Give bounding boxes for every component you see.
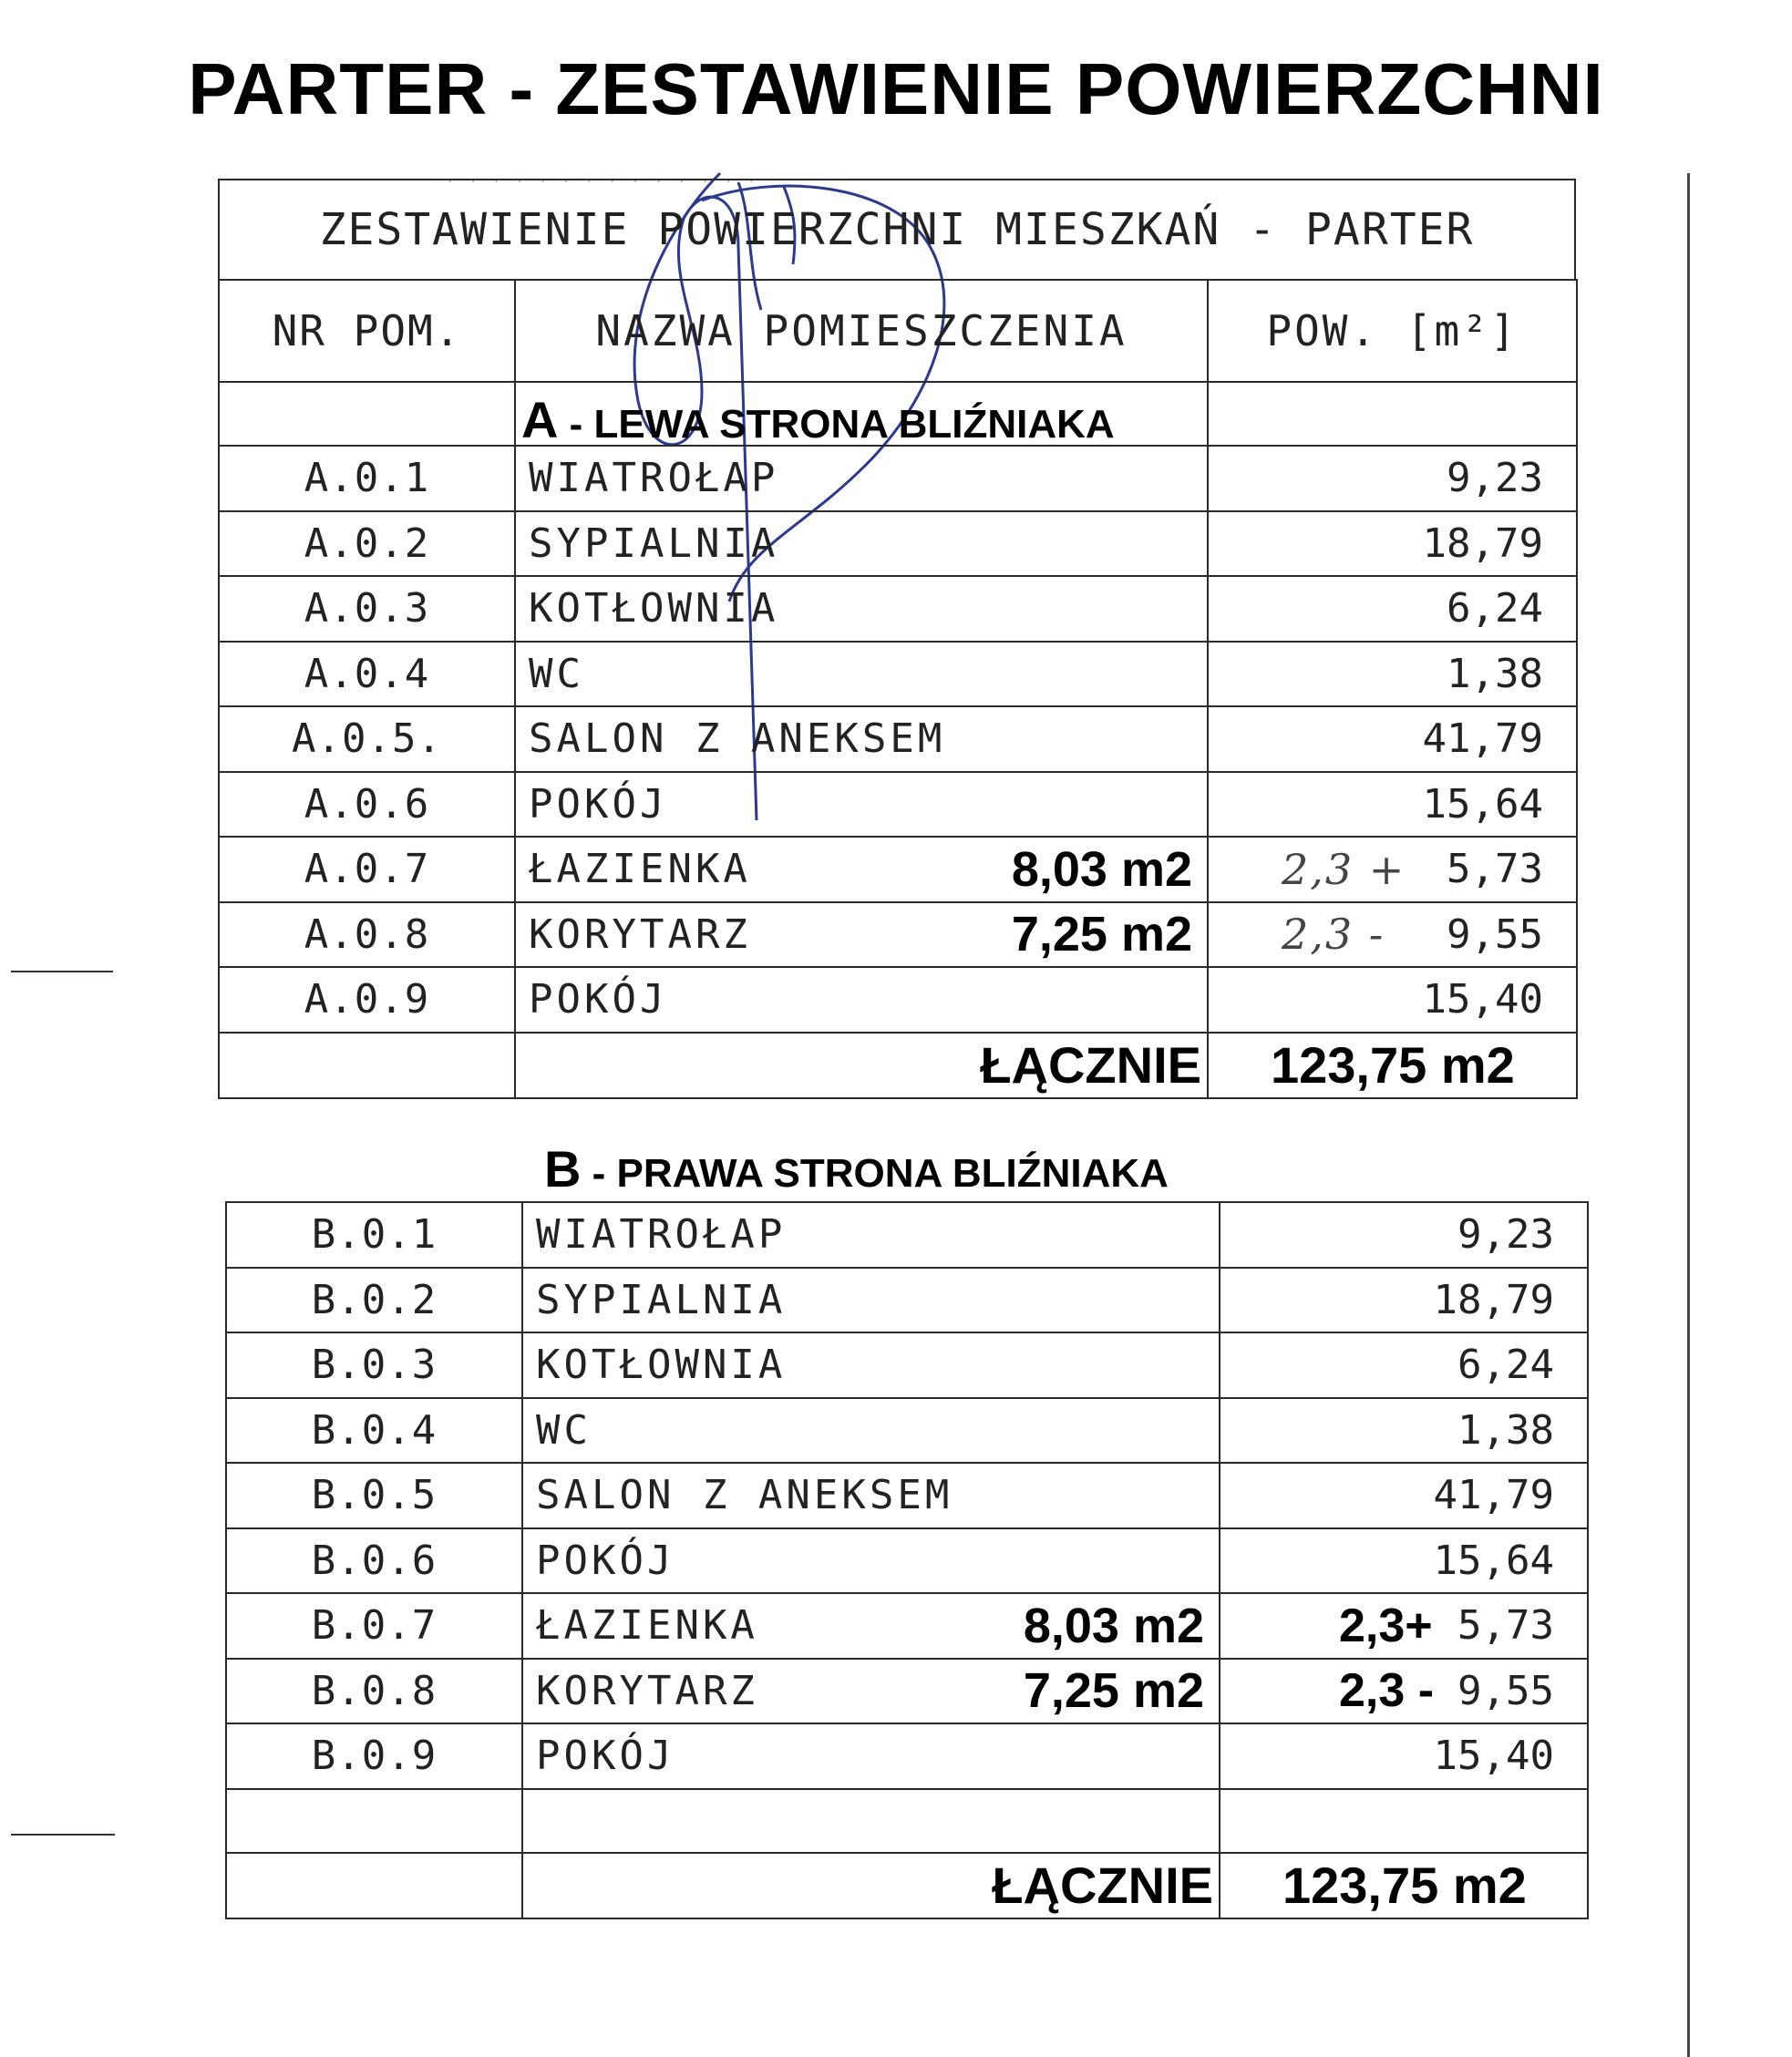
- room-name-text: WIATROŁAP: [529, 455, 779, 502]
- empty-cell: [226, 1853, 522, 1918]
- room-name-text: KORYTARZ: [536, 1667, 758, 1714]
- room-area-value: 15,64: [1433, 1537, 1554, 1584]
- table-row: [219, 511, 1577, 577]
- room-name: [515, 511, 1208, 577]
- margin-mark: [11, 971, 113, 972]
- total-value: 123,75 m2: [1208, 1033, 1577, 1098]
- room-number: A.0.6: [219, 772, 515, 838]
- table-row: [226, 1528, 1588, 1594]
- room-area-value: 18,79: [1422, 519, 1543, 567]
- section-letter: A: [521, 391, 559, 448]
- table-row: [226, 1268, 1588, 1333]
- room-area-value: 15,40: [1422, 976, 1543, 1023]
- room-name: [522, 1398, 1220, 1464]
- room-area-value: 9,23: [1447, 455, 1543, 502]
- room-area: [1220, 1268, 1588, 1333]
- empty-cell: [219, 1033, 515, 1098]
- margin-mark: [11, 1834, 115, 1836]
- table-row: [219, 642, 1577, 707]
- room-number: A.0.4: [219, 642, 515, 707]
- col-header-nr: NR POM.: [219, 280, 515, 382]
- room-name: [515, 837, 1208, 902]
- corrected-area: 8,03 m2: [1011, 841, 1192, 897]
- room-name-text: SYPIALNIA: [536, 1276, 787, 1323]
- room-name-text: SALON Z ANEKSEM: [536, 1472, 953, 1519]
- room-area-value: 6,24: [1457, 1342, 1554, 1389]
- room-area: [1220, 1593, 1588, 1659]
- room-name-text: SALON Z ANEKSEM: [529, 715, 946, 763]
- table-row: [219, 967, 1577, 1033]
- room-name-text: ŁAZIENKA: [529, 846, 751, 893]
- room-area-value: 15,40: [1433, 1733, 1554, 1780]
- area-correction-note: 2,3 -: [1282, 910, 1385, 960]
- room-area-value: 1,38: [1457, 1406, 1554, 1454]
- area-correction-note: 2,3+: [1339, 1599, 1433, 1652]
- section-a-label: [521, 390, 1115, 449]
- room-number: B.0.2: [226, 1268, 522, 1333]
- room-name-text: POKÓJ: [536, 1537, 675, 1584]
- room-area: [1208, 837, 1577, 902]
- area-correction-note: 2,3 -: [1339, 1664, 1435, 1718]
- room-name: [522, 1268, 1220, 1333]
- section-b-label: [544, 1139, 1169, 1198]
- room-area-value: 9,55: [1447, 910, 1543, 958]
- room-name-text: KOTŁOWNIA: [529, 585, 779, 633]
- room-name-text: POKÓJ: [529, 780, 668, 828]
- room-number: B.0.5: [226, 1463, 522, 1528]
- corrected-area: 7,25 m2: [1011, 907, 1192, 962]
- room-name: [522, 1659, 1220, 1724]
- col-header-area: POW. [m²]: [1208, 280, 1577, 382]
- table-row: [226, 1332, 1588, 1398]
- room-area: [1220, 1398, 1588, 1464]
- room-name-text: ŁAZIENKA: [536, 1602, 758, 1650]
- room-name-text: KOTŁOWNIA: [536, 1342, 787, 1389]
- room-area: [1220, 1463, 1588, 1528]
- room-area: [1208, 902, 1577, 968]
- room-name: [515, 902, 1208, 968]
- room-number: A.0.3: [219, 576, 515, 642]
- table-row: [226, 1723, 1588, 1789]
- room-area-value: 9,23: [1457, 1211, 1554, 1259]
- room-area: [1220, 1659, 1588, 1724]
- room-area: [1208, 511, 1577, 577]
- room-area: [1220, 1332, 1588, 1398]
- total-label: ŁĄCZNIE: [522, 1853, 1220, 1918]
- room-name: [522, 1202, 1220, 1268]
- total-row: [226, 1853, 1588, 1918]
- room-area-value: 5,73: [1457, 1602, 1554, 1650]
- room-area-value: 15,64: [1422, 780, 1543, 828]
- empty-cell: [1208, 382, 1577, 446]
- page-edge-rule: [1687, 173, 1690, 2057]
- room-name: [515, 576, 1208, 642]
- room-number: B.0.7: [226, 1593, 522, 1659]
- table-row: [219, 576, 1577, 642]
- table-row: [219, 446, 1577, 511]
- total-value: 123,75 m2: [1220, 1853, 1588, 1918]
- page-title: PARTER - ZESTAWIENIE POWIERZCHNI: [188, 48, 1604, 129]
- empty-cell: [1220, 1789, 1588, 1853]
- table-row: [226, 1398, 1588, 1464]
- room-number: A.0.7: [219, 837, 515, 902]
- room-name: [522, 1463, 1220, 1528]
- area-table-b: [225, 1201, 1589, 1919]
- table-header-row: [219, 280, 1577, 382]
- section-title: - PRAWA STRONA BLIŹNIAKA: [581, 1151, 1169, 1196]
- room-number: A.0.5.: [219, 706, 515, 772]
- room-number: B.0.9: [226, 1723, 522, 1789]
- room-area: [1220, 1528, 1588, 1594]
- empty-row: [226, 1789, 1588, 1853]
- corrected-area: 8,03 m2: [1023, 1598, 1204, 1653]
- room-name: [515, 446, 1208, 511]
- room-name-text: WC: [529, 650, 584, 697]
- room-number: B.0.8: [226, 1659, 522, 1724]
- room-name-text: POKÓJ: [529, 976, 668, 1023]
- table-caption: ZESTAWIENIE POWIERZCHNI MIESZKAŃ - PARTER: [218, 179, 1576, 281]
- table-row: [219, 706, 1577, 772]
- room-area-value: 9,55: [1457, 1667, 1554, 1714]
- room-name: [515, 642, 1208, 707]
- room-number: A.0.8: [219, 902, 515, 968]
- room-area: [1208, 642, 1577, 707]
- room-number: A.0.1: [219, 446, 515, 511]
- room-area-value: 5,73: [1447, 846, 1543, 893]
- room-name: [515, 967, 1208, 1033]
- room-name-text: SYPIALNIA: [529, 519, 779, 567]
- room-name-text: WIATROŁAP: [536, 1211, 787, 1259]
- room-number: B.0.6: [226, 1528, 522, 1594]
- room-area: [1220, 1723, 1588, 1789]
- table-row: [226, 1593, 1588, 1659]
- room-number: A.0.2: [219, 511, 515, 577]
- table-row: [219, 772, 1577, 838]
- room-area: [1208, 706, 1577, 772]
- room-number: B.0.4: [226, 1398, 522, 1464]
- col-header-name: NAZWA POMIESZCZENIA: [515, 280, 1208, 382]
- corrected-area: 7,25 m2: [1023, 1663, 1204, 1719]
- room-area-value: 1,38: [1447, 650, 1543, 697]
- room-area: [1208, 576, 1577, 642]
- room-area: [1208, 967, 1577, 1033]
- room-name-text: POKÓJ: [536, 1733, 675, 1780]
- room-name: [522, 1528, 1220, 1594]
- table-row: [219, 837, 1577, 902]
- stamp-trace: · · · · · · · · · · · · · ·: [447, 169, 761, 191]
- table-row: [226, 1463, 1588, 1528]
- room-area-value: 18,79: [1433, 1276, 1554, 1323]
- room-name: [522, 1332, 1220, 1398]
- room-number: B.0.3: [226, 1332, 522, 1398]
- room-name-text: WC: [536, 1406, 592, 1454]
- room-name: [522, 1723, 1220, 1789]
- total-row: [219, 1033, 1577, 1098]
- room-name: [522, 1593, 1220, 1659]
- room-number: A.0.9: [219, 967, 515, 1033]
- room-name-text: KORYTARZ: [529, 910, 751, 958]
- section-letter: B: [544, 1140, 582, 1198]
- room-area: [1208, 772, 1577, 838]
- room-area: [1208, 446, 1577, 511]
- room-number: B.0.1: [226, 1202, 522, 1268]
- room-area-value: 41,79: [1433, 1472, 1554, 1519]
- empty-cell: [522, 1789, 1220, 1853]
- room-area: [1220, 1202, 1588, 1268]
- room-area-value: 41,79: [1422, 715, 1543, 763]
- table-row: [226, 1659, 1588, 1724]
- room-area-value: 6,24: [1447, 585, 1543, 633]
- table-row: [219, 902, 1577, 968]
- total-label: ŁĄCZNIE: [515, 1033, 1208, 1098]
- empty-cell: [219, 382, 515, 446]
- room-name: [515, 706, 1208, 772]
- table-row: [226, 1202, 1588, 1268]
- room-name: [515, 772, 1208, 838]
- section-title: - LEWA STRONA BLIŹNIAKA: [558, 402, 1115, 447]
- empty-cell: [226, 1789, 522, 1853]
- area-correction-note: 2,3 +: [1282, 844, 1406, 894]
